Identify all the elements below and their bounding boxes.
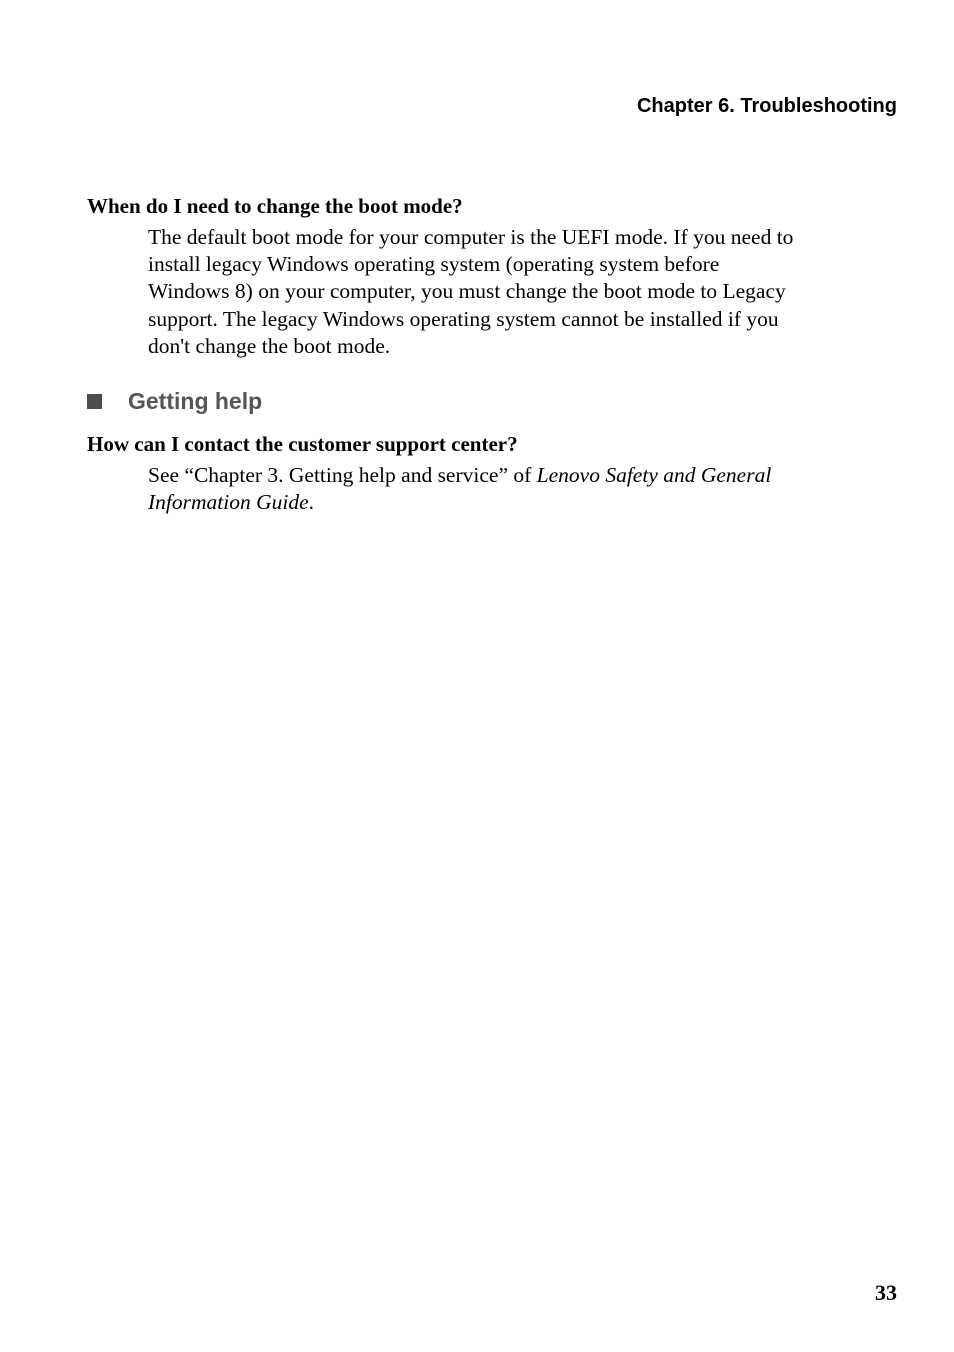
faq-answer-boot-mode	[148, 224, 903, 360]
answer-line: Windows 8) on your computer, you must change the boot mode to Legacy	[148, 279, 786, 304]
answer-line: install legacy Windows operating system (operating system before	[148, 252, 720, 277]
answer-line: The default boot mode for your computer is the UEFI mode. If you need to	[148, 225, 794, 249]
faq-question-customer-support: How can I contact the customer support center?	[87, 432, 518, 456]
guide-title-part1: Lenovo Safety and General	[536, 463, 772, 487]
faq-question-boot-mode: When do I need to change the boot mode?	[87, 194, 463, 218]
answer-line	[148, 489, 903, 516]
square-bullet-icon	[87, 394, 102, 409]
section-heading-getting-help	[87, 386, 262, 416]
page-number: 33	[875, 1280, 897, 1305]
answer-line: support. The legacy Windows operating system cannot be installed if you	[148, 306, 779, 331]
answer-line	[148, 462, 903, 489]
running-header: Chapter 6. Troubleshooting	[636, 95, 897, 117]
answer-line: don't change the boot mode.	[148, 333, 391, 358]
faq-answer-customer-support	[148, 462, 903, 516]
answer-suffix: .	[308, 490, 315, 515]
guide-title-part2: Information Guide	[148, 490, 309, 515]
answer-prefix: See “Chapter 3. Getting help and service” of	[148, 463, 537, 487]
section-title: Getting help	[128, 388, 263, 414]
